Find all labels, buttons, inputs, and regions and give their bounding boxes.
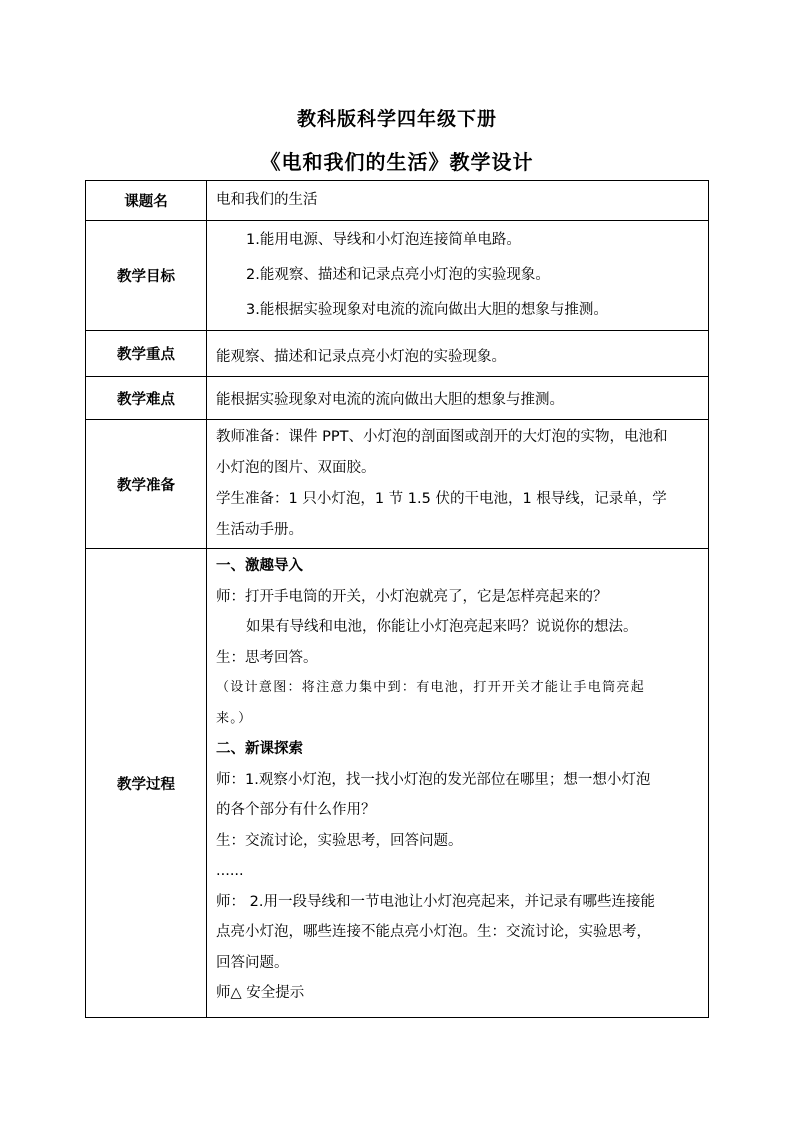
process-line: 回答问题。 (216, 954, 289, 971)
document-title: 教科版科学四年级下册 (296, 108, 497, 130)
section-heading: 二、新课探索 (216, 741, 303, 757)
process-line: 生：思考回答。 (216, 649, 318, 666)
process-value (207, 549, 709, 1018)
objectives-label: 教学目标 (86, 221, 207, 331)
objective-item: 1.能用电源、导线和小灯泡连接简单电路。 (246, 232, 521, 248)
design-intent-note: （设计意图：将注意力集中到：有电池，打开开关才能让手电筒亮起 (216, 680, 646, 695)
preparation-line: 学生准备：1 只小灯泡，1 节 1.5 伏的干电池，1 根导线，记录单，学 (216, 491, 667, 507)
process-line: 如果有导线和电池，你能让小灯泡亮起来吗？说说你的想法。 (246, 619, 638, 635)
preparation-label: 教学准备 (86, 420, 207, 549)
difficulty-value (207, 377, 709, 420)
table-row-objectives (86, 221, 709, 331)
lesson-plan-table (85, 180, 709, 1018)
table-row-preparation (86, 420, 709, 549)
design-intent-note: 来。） (216, 710, 253, 726)
process-line: 点亮小灯泡，哪些连接不能点亮小灯泡。生：交流讨论，实验思考， (216, 924, 651, 940)
process-line: 的各个部分有什么作用？ (216, 802, 376, 818)
difficulty-text: 能根据实验现象对电流的流向做出大胆的想象与推测。 (216, 391, 564, 408)
preparation-line: 教师准备：课件 PPT、小灯泡的剖面图或剖开的大灯泡的实物，电池和 (216, 429, 668, 445)
key-point-value (207, 331, 709, 377)
process-line: 师： 2.用一段导线和一节电池让小灯泡亮起来，并记录有哪些连接能 (216, 893, 655, 910)
ellipsis: ...... (216, 863, 244, 879)
section-heading: 一、激趣导入 (216, 558, 303, 574)
document-subtitle: 《电和我们的生活》教学设计 (260, 150, 534, 174)
preparation-line: 生活动手册。 (216, 522, 303, 538)
topic-value (207, 181, 709, 221)
objectives-value (207, 221, 709, 331)
objective-item: 2.能观察、描述和记录点亮小灯泡的实验现象。 (246, 267, 550, 283)
process-line: 师：打开手电筒的开关，小灯泡就亮了，它是怎样亮起来的？ (216, 588, 608, 605)
table-row-topic (86, 181, 709, 221)
process-label: 教学过程 (86, 549, 207, 1018)
topic-label: 课题名 (86, 181, 207, 221)
process-line: 生：交流讨论，实验思考，回答问题。 (216, 832, 463, 849)
topic-text: 电和我们的生活 (216, 192, 318, 208)
table-row-process (86, 549, 709, 1018)
table-row-difficulty (86, 377, 709, 420)
process-line: 师：1.观察小灯泡，找一找小灯泡的发光部位在哪里；想一想小灯泡 (216, 771, 651, 788)
key-point-text: 能观察、描述和记录点亮小灯泡的实验现象。 (216, 349, 506, 365)
process-line: 师△ 安全提示 (216, 985, 305, 1001)
key-point-label: 教学重点 (86, 331, 207, 377)
difficulty-label: 教学难点 (86, 377, 207, 420)
preparation-value (207, 420, 709, 549)
preparation-line: 小灯泡的图片、双面胶。 (216, 460, 376, 476)
objective-item: 3.能根据实验现象对电流的流向做出大胆的想象与推测。 (246, 302, 608, 318)
table-row-key-point (86, 331, 709, 377)
